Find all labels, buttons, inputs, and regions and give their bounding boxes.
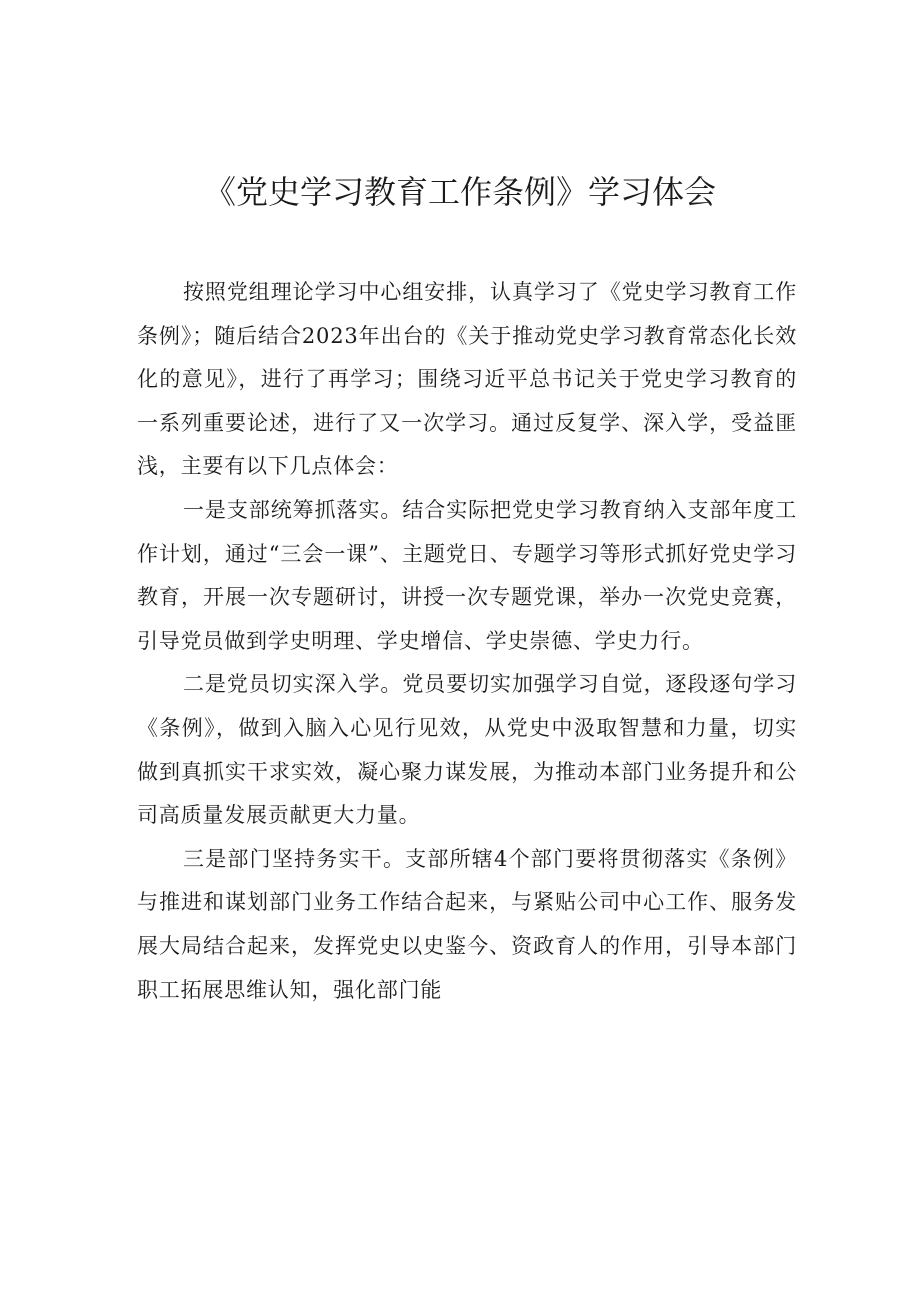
paragraph-intro: 按照党组理论学习中心组安排，认真学习了《党史学习教育工作条例》；随后结合2023年出台的《关于推动党史学习教育常态化长效化的意见》，进行了再学习；围绕习近平总书记关于党史学习教育的一系列重要论述，进行了又一次学习。通过反复学、深入学，受益匪浅，主要有以下几点体会： xyxy=(137,280,797,479)
document-title: 《党史学习教育工作条例》学习体会 xyxy=(203,173,716,211)
paragraph-point-one: 一是支部统筹抓落实。结合实际把党史学习教育纳入支部年度工作计划，通过“三会一课”、主题党日、专题学习等形式抓好党史学习教育，开展一次专题研讨，讲授一次专题党课，举办一次党史竞赛，引导党员做到学史明理、学史增信、学史崇德、学史力行。 xyxy=(137,497,797,653)
document-body xyxy=(137,271,797,1012)
paragraph-point-two: 二是党员切实深入学。党员要切实加强学习自觉，逐段逐句学习《条例》，做到入脑入心见行见效，从党史中汲取智慧和力量，切实做到真抓实干求实效，凝心聚力谋发展，为推动本部门业务提升和公司高质量发展贡献更大力量。 xyxy=(137,672,797,828)
paragraph-point-three: 三是部门坚持务实干。支部所辖4个部门要将贯彻落实《条例》与推进和谋划部门业务工作结合起来，与紧贴公司中心工作、服务发展大局结合起来，发挥党史以史鉴今、资政育人的作用，引导本部门职工拓展思维认知，强化部门能 xyxy=(137,846,797,1002)
